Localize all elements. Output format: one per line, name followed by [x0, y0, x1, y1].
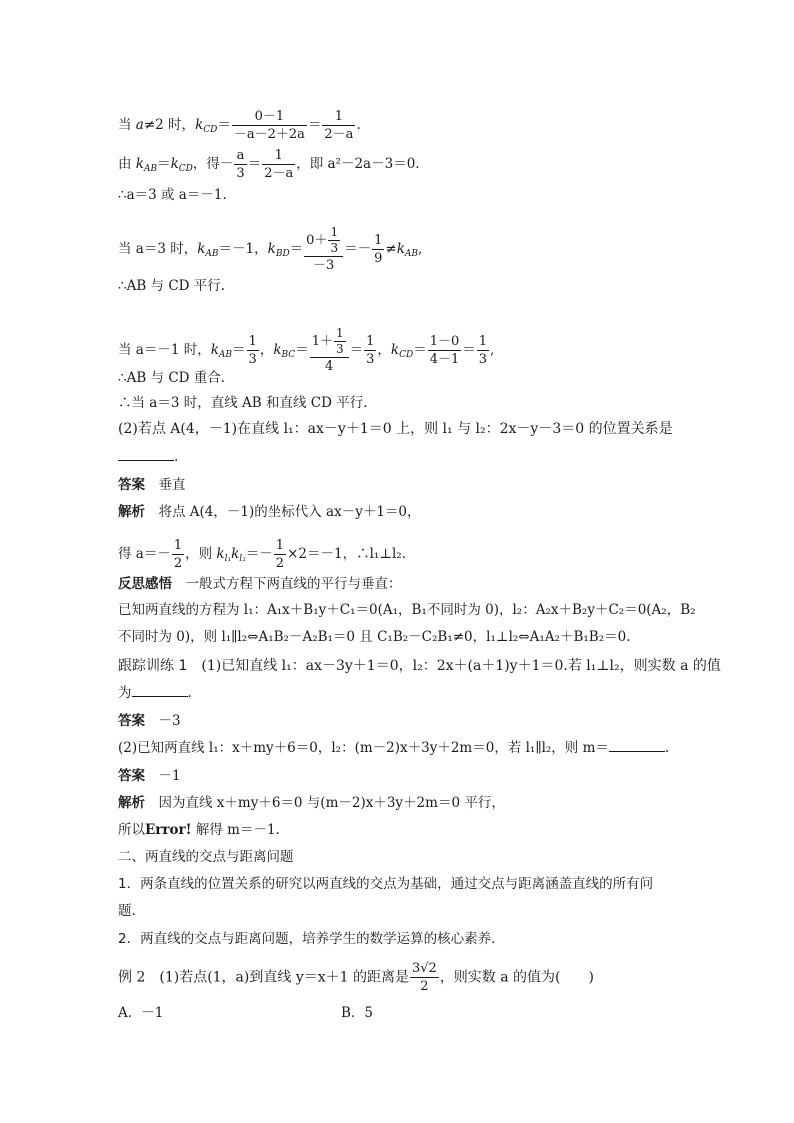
fraction: $\frac{1}{2-a}$	[324, 109, 354, 142]
line-error: 所以Error! 解得 m＝－1.	[118, 822, 280, 838]
paragraph-1a: 1．两条直线的位置关系的研究以两直线的交点为基础，通过交点与距离涵盖直线的所有问	[118, 876, 654, 892]
line-a-eq-3: 当 a＝3 时，$k_{AB}=-1$，$k_{BD}=$ 0＋ $\frac{1}{3}$ －3 ＝－ $\frac{1}{9}$ $\ne k_{AB}$,	[118, 225, 423, 273]
fraction: $\frac{1}{2}$	[275, 538, 285, 571]
line-perpendicular: 得 a＝－ $\frac{1}{2}$ ，则 $k_{l_1}k_{l_2}=-$ $\frac{1}{2}$ ×2＝－1，∴l₁⊥l₂.	[118, 538, 407, 571]
fraction: 0＋ $\frac{1}{3}$ －3	[304, 226, 343, 273]
fraction: $\frac{1}{2}$	[173, 538, 183, 571]
answer-blank	[118, 448, 174, 461]
option-b: B．5	[341, 1005, 374, 1021]
line-coincide: ∴AB 与 CD 重合.	[118, 370, 226, 386]
fraction: 1＋ $\frac{1}{3}$ 4	[310, 327, 349, 374]
fraction: $\frac{3√2}{2}$	[411, 961, 437, 994]
fraction: $\frac{0-1}{-a-2+2a}$	[233, 109, 305, 142]
fraction: $\frac{1}{2-a}$	[264, 148, 294, 181]
paragraph-1b: 题．	[118, 903, 145, 919]
example-2: 例 2 (1)若点(1，a)到直线 y＝x＋1 的距离是 $\frac{3√2}{2}$ ，则实数 a 的值为( )	[118, 961, 594, 994]
line-k-cd: 当 a≠2 时，$k_{CD}=$ $\frac{0-1}{-a-2+2a}$ ＝ $\frac{1}{2-a}$ .	[118, 109, 361, 142]
analysis-1: 解析 将点 A(4，－1)的坐标代入 ax－y＋1＝0，	[118, 504, 421, 520]
general-form-2: 不同时为 0)，则 l₁∥l₂⇔A₁B₂－A₂B₁＝0 且 C₁B₂－C₂B₁≠0，l₁⊥l₂⇔A₁A₂＋B₁B₂＝0.	[118, 629, 631, 645]
answer-blank	[132, 684, 188, 697]
track-blank-line: 为 .	[118, 685, 192, 701]
line-parallel: ∴AB 与 CD 平行.	[118, 278, 226, 294]
fraction: $\frac{1}{3}$	[248, 334, 257, 367]
general-form-1: 已知两直线的方程为 l₁：A₁x＋B₁y＋C₁＝0(A₁，B₁不同时为 0)，l₂：A₂x＋B₂y＋C₂＝0(A₂，B₂	[118, 602, 696, 618]
option-a: A．－1	[118, 1005, 164, 1021]
section-title: 二、两直线的交点与距离问题	[118, 849, 294, 865]
line-kab-eq-kcd: 由 $k_{AB}=k_{CD}$，得－ $\frac{a}{3}$ ＝ $\frac{1}{2-a}$ ，即 a²－2a－3＝0.	[118, 148, 420, 181]
fraction: $\frac{a}{3}$	[236, 148, 245, 181]
answer-1: 答案 垂直	[118, 477, 186, 493]
paragraph-2: 2．两直线的交点与距离问题，培养学生的数学运算的核心素养．	[118, 931, 505, 947]
line-a-values: ∴a＝3 或 a＝－1.	[118, 187, 227, 203]
line-conclusion: ∴当 a＝3 时，直线 AB 和直线 CD 平行.	[118, 395, 368, 411]
line-a-eq-neg1: 当 a＝－1 时，$k_{AB}=$ $\frac{1}{3}$ ，$k_{BC}=$ 1＋ $\frac{1}{3}$ 4 ＝ $\frac{1}{3}$ ，$k_{CD}=$ $\frac{1-0}{4-1}$ ＝ $\frac{1}{3}$ ,	[118, 326, 495, 374]
answer-2: 答案 －3	[118, 713, 181, 729]
fraction: $\frac{1}{3}$	[478, 334, 488, 367]
fraction: $\frac{1}{3}$	[366, 334, 375, 367]
question-2-2: (2)已知两直线 l₁：x＋my＋6＝0，l₂：(m－2)x＋3y＋2m＝0，若 l₁∥l₂，则 m＝ .	[118, 740, 670, 756]
reflection: 反思感悟 一般式方程下两直线的平行与垂直：	[118, 576, 402, 592]
track-training-1: 跟踪训练 1 (1)已知直线 l₁：ax－3y＋1＝0，l₂：2x＋(a＋1)y＋1＝0.若 l₁⊥l₂，则实数 a 的值	[118, 658, 721, 674]
answer-3: 答案 －1	[118, 768, 181, 784]
answer-blank-line: .	[118, 448, 178, 466]
answer-blank	[609, 739, 665, 752]
fraction: $\frac{1}{9}$	[374, 233, 383, 266]
analysis-2: 解析 因为直线 x＋my＋6＝0 与(m－2)x＋3y＋2m＝0 平行，	[118, 795, 505, 811]
question-2: (2)若点 A(4，－1)在直线 l₁：ax－y＋1＝0 上，则 l₁ 与 l₂：2x－y－3＝0 的位置关系是	[118, 421, 673, 437]
fraction: $\frac{1-0}{4-1}$	[429, 334, 460, 367]
